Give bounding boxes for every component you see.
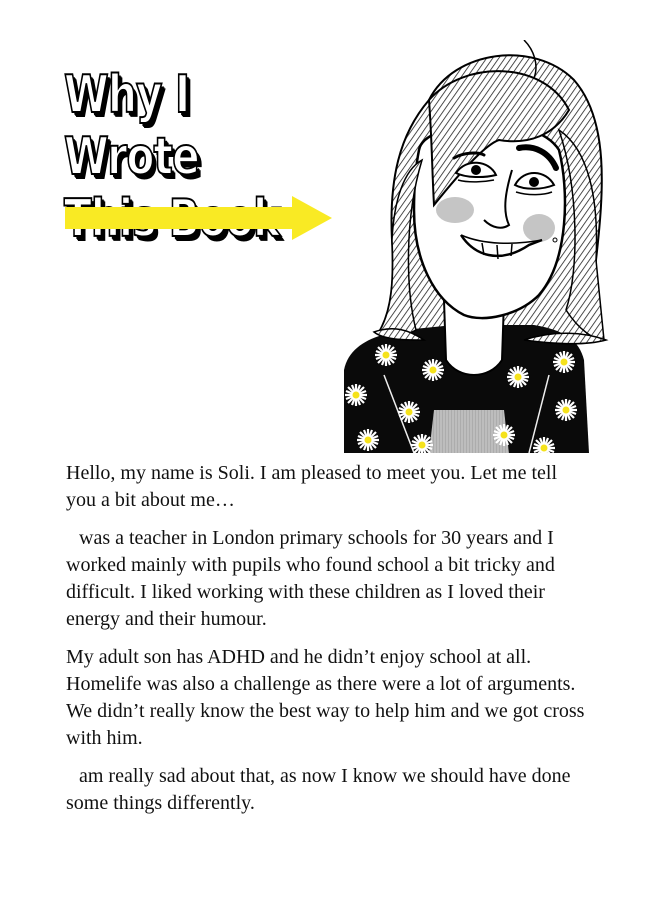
paragraph-1: Hello, my name is Soli. I am pleased to meet you. Let me tell you a bit about me… bbox=[66, 462, 557, 511]
paragraph-3: My adult son has ADHD and he didn’t enjoy school at all. Homelife was also a challenge as there were a lot of arguments. We didn’t really know the best way to help him and we got cross with him. bbox=[66, 646, 585, 749]
author-portrait-illustration bbox=[334, 40, 614, 453]
arrow-right-icon bbox=[64, 194, 336, 244]
paragraph-2: was a teacher in London primary schools for 30 years and I worked mainly with pupils who found school a bit tricky and difficult. I liked working with these children as I loved their energy and their humour. bbox=[66, 527, 555, 630]
body-text bbox=[66, 460, 586, 828]
paragraph-4: am really sad about that, as now I know we should have done some things differently. bbox=[66, 765, 571, 814]
title-line-1: Why I Wrote bbox=[64, 65, 199, 187]
